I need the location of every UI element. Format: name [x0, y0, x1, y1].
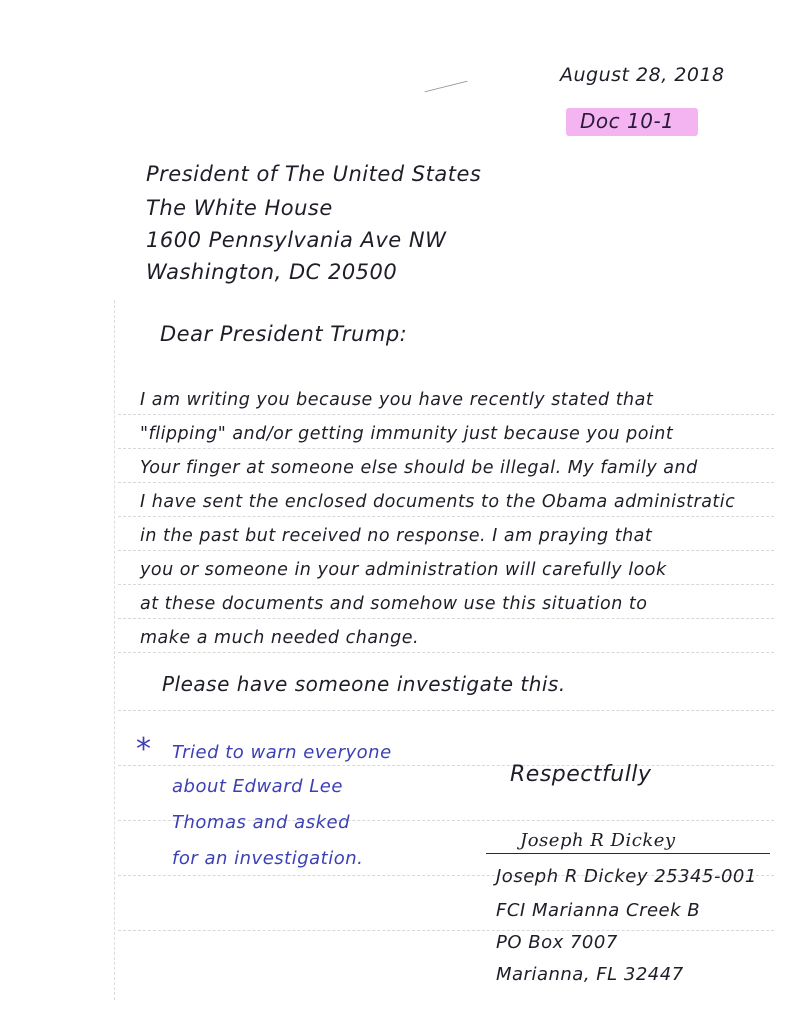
rule-line	[118, 516, 774, 517]
body-line: at these documents and somehow use this situation to	[140, 594, 648, 614]
body-line: I have sent the enclosed documents to the Obama administratic	[140, 492, 736, 512]
rule-line	[118, 448, 774, 449]
note-line: Tried to warn everyone	[172, 742, 392, 763]
body-line: I am writing you because you have recently stated that	[140, 390, 654, 410]
salutation: Dear President Trump:	[160, 322, 408, 346]
note-line: for an investigation.	[172, 848, 364, 869]
sender-line: FCI Marianna Creek B	[496, 900, 701, 921]
rule-line	[118, 482, 774, 483]
rule-line	[118, 765, 774, 766]
body-line: in the past but received no response. I am praying that	[140, 526, 653, 546]
sender-line: PO Box 7007	[496, 932, 618, 953]
address-line: 1600 Pennsylvania Ave NW	[146, 228, 447, 252]
rule-line	[118, 652, 774, 653]
note-line: about Edward Lee	[172, 776, 343, 797]
rule-line	[118, 584, 774, 585]
pen-stroke-mark	[425, 81, 468, 93]
signature-line	[486, 853, 770, 854]
rule-line	[118, 414, 774, 415]
body-line: you or someone in your administration will carefully look	[140, 560, 667, 580]
body-line: make a much needed change.	[140, 628, 420, 648]
rule-line	[118, 930, 774, 931]
address-line: President of The United States	[146, 162, 482, 186]
note-line: Thomas and asked	[172, 812, 350, 833]
body-line: "flipping" and/or getting immunity just because you point	[140, 424, 674, 444]
note-asterisk: *	[136, 732, 152, 767]
sender-line: Joseph R Dickey 25345-001	[496, 866, 757, 887]
rule-line	[118, 710, 774, 711]
doc-label: Doc 10-1	[580, 109, 675, 133]
address-line: The White House	[146, 196, 333, 220]
sender-line: Marianna, FL 32447	[496, 964, 684, 985]
closing: Respectfully	[510, 762, 652, 787]
margin-line	[114, 300, 115, 1000]
request-line: Please have someone investigate this.	[162, 672, 566, 696]
rule-line	[118, 550, 774, 551]
letter-date: August 28, 2018	[560, 64, 725, 86]
rule-line	[118, 618, 774, 619]
body-line: Your finger at someone else should be illegal. My family and	[140, 458, 698, 478]
address-line: Washington, DC 20500	[146, 260, 398, 284]
signature: Joseph R Dickey	[520, 830, 676, 851]
